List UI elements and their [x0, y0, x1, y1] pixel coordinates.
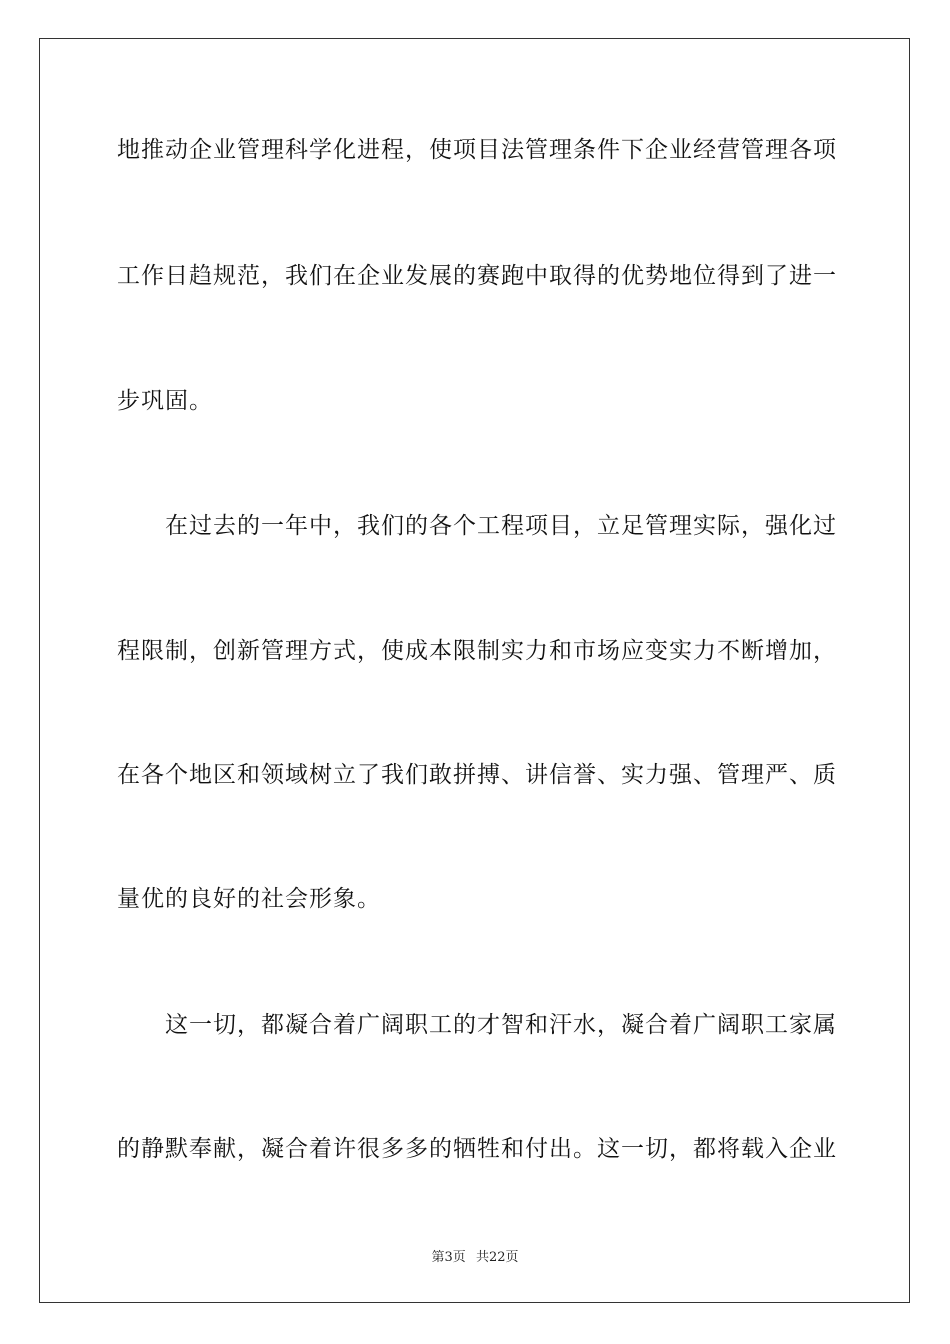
body-text-line: 在各个地区和领域树立了我们敢拼搏、讲信誉、实力强、管理严、质: [117, 762, 837, 788]
body-text-line: 地推动企业管理科学化进程，使项目法管理条件下企业经营管理各项: [117, 137, 837, 163]
page-number: 第3页: [431, 1250, 466, 1265]
body-text-line: 程限制，创新管理方式，使成本限制实力和市场应变实力不断增加，: [117, 638, 837, 664]
page-footer: [0, 1250, 950, 1266]
body-text-line: 量优的良好的社会形象。: [117, 886, 381, 912]
body-text-line: 的静默奉献，凝合着许很多多的牺牲和付出。这一切，都将载入企业: [117, 1136, 837, 1162]
page-frame: [39, 38, 910, 1303]
body-text-line: 步巩固。: [117, 388, 213, 414]
body-text-line: 这一切，都凝合着广阔职工的才智和汗水，凝合着广阔职工家属: [165, 1012, 837, 1038]
body-text-line: 工作日趋规范，我们在企业发展的赛跑中取得的优势地位得到了进一: [117, 263, 837, 289]
page-total: 共22页: [475, 1250, 519, 1265]
body-text-line: 在过去的一年中，我们的各个工程项目，立足管理实际，强化过: [165, 513, 837, 539]
